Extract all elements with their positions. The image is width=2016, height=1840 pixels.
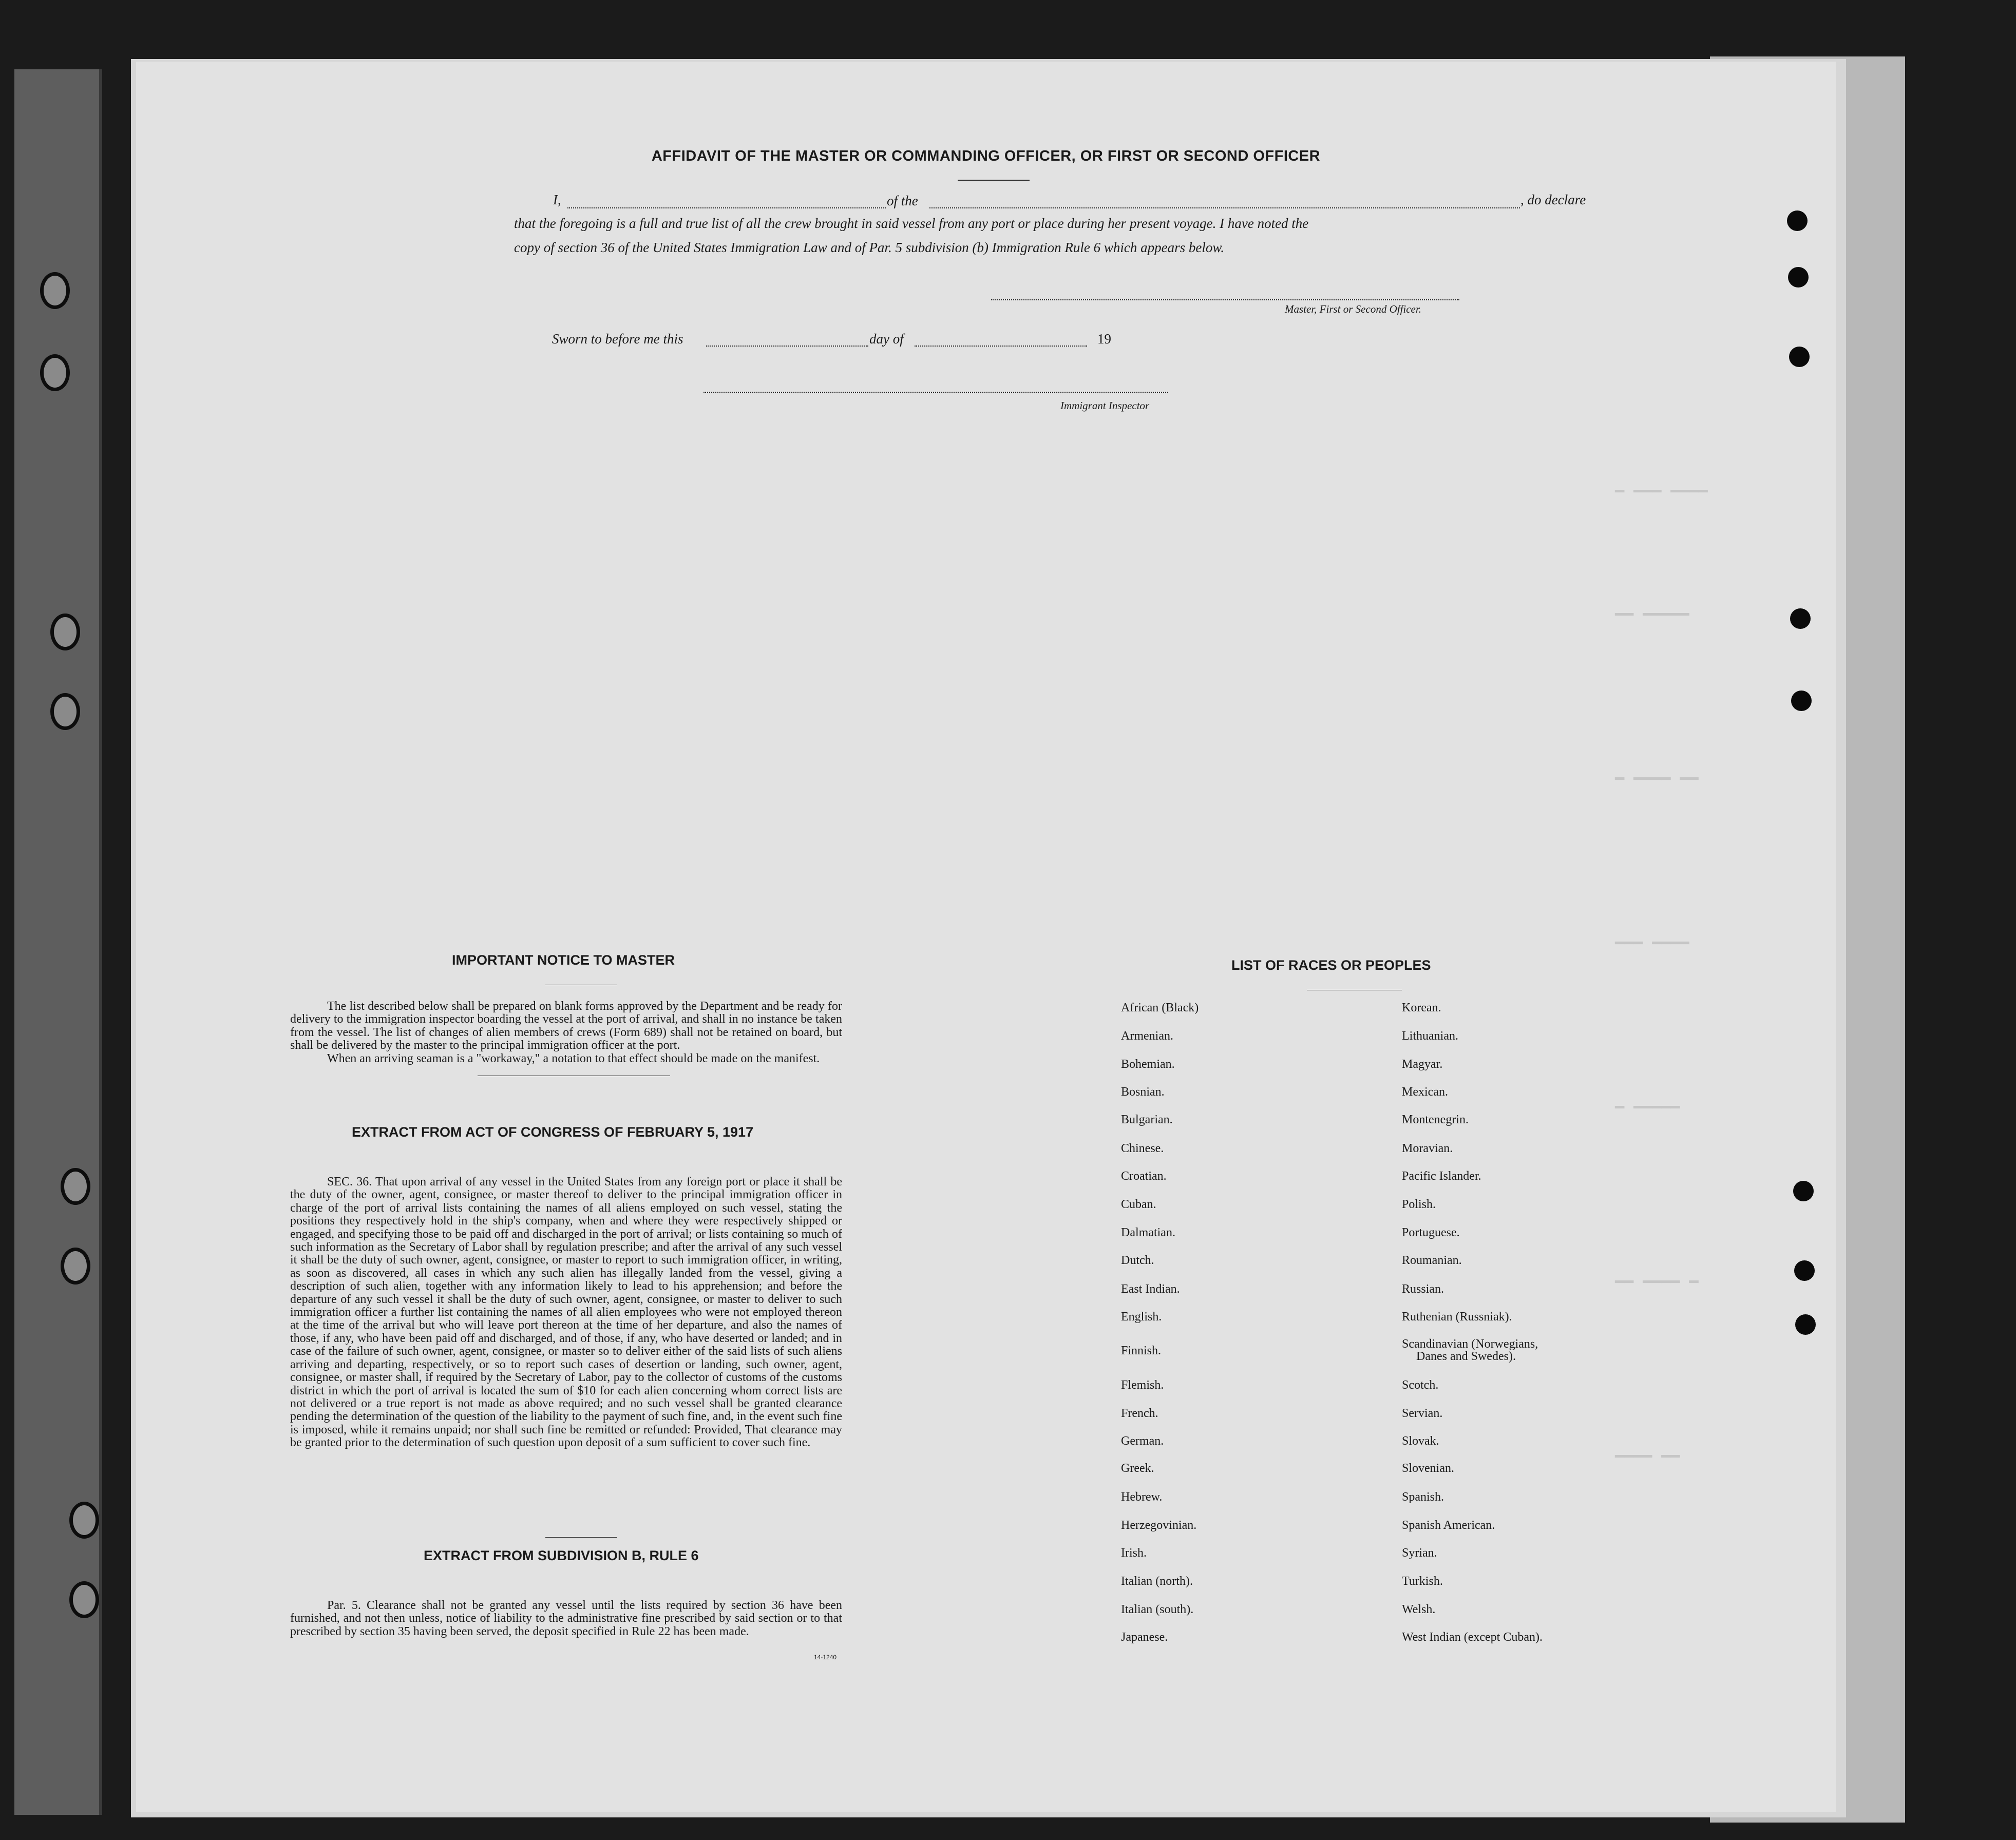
race-item: Ruthenian (Russniak). <box>1402 1310 1512 1324</box>
inspector-signature-field[interactable] <box>703 392 1168 393</box>
race-item: Herzegovinian. <box>1121 1519 1197 1532</box>
race-item: Finnish. <box>1121 1344 1162 1357</box>
extract-rule-body <box>290 1599 842 1638</box>
notice-paragraph: When an arriving seaman is a "workaway," a notation to that effect should be made on the manifest. <box>327 1051 820 1065</box>
race-item: Spanish. <box>1402 1490 1444 1504</box>
race-item: West Indian (except Cuban). <box>1402 1631 1543 1644</box>
races-title: LIST OF RACES OR PEOPLES <box>1231 957 1431 973</box>
race-item: Russian. <box>1402 1282 1444 1296</box>
year-label: 19 <box>1097 331 1111 347</box>
bleed-through: ━━━ ━━━━ <box>1615 936 1689 953</box>
notice-paragraph: The list described below shall be prepared on blank forms approved by the Department and be ready for delivery to the immigration inspector boarding the vessel at the port of arrival, and shall in no instance be taken from the vessel. The list of changes of alien members of crews (Form 689) shall not be retained on board, but shall be delivered by the master to the principal immigration officer at the port. <box>290 1000 842 1052</box>
binder-hole <box>40 272 70 309</box>
inspector-caption: Immigrant Inspector <box>1060 399 1150 412</box>
race-item: Welsh. <box>1402 1603 1436 1616</box>
race-item: Mexican. <box>1402 1085 1448 1099</box>
race-item: Slovak. <box>1402 1434 1439 1448</box>
race-item: Chinese. <box>1121 1142 1164 1155</box>
bleed-through: ━ ━━━━━ <box>1615 1100 1680 1118</box>
race-item: African (Black) <box>1121 1001 1199 1014</box>
extract-rule-title: EXTRACT FROM SUBDIVISION B, RULE 6 <box>424 1548 699 1563</box>
race-item: Turkish. <box>1402 1575 1443 1588</box>
race-item: Montenegrin. <box>1402 1113 1469 1126</box>
binder-hole <box>61 1248 90 1285</box>
manifest-page <box>136 62 1836 1812</box>
notice-body <box>290 1000 842 1065</box>
extract-act-title: EXTRACT FROM ACT OF CONGRESS OF FEBRUARY 5, 1917 <box>352 1124 754 1140</box>
race-item: Polish. <box>1402 1198 1436 1211</box>
punch-hole <box>1795 1314 1816 1335</box>
extract-act-text: SEC. 36. That upon arrival of any vessel in the United States from any foreign port or place it shall be the duty of the owner, agent, consignee, or master thereof to deliver to the principal immigration officer in charge of the port of arrival lists containing the names of all aliens employed on such vessel, stating the positions they respectively hold in the ship's company, when and where they were respectively shipped or engaged, and specifying those to be paid off and discharged in the port of arrival; or lists containing so much of such information as the Secretary of Labor shall by regulation prescribe; and after the arrival of any such vessel it shall be the duty of such owner, agent, consignee, or master to report to such immigration officer, in writing, as soon as discovered, all cases in which any such alien has illegally landed from the vessel, giving a description of such alien, together with any information likely to lead to his apprehension; and before the departure of any such vessel it shall be the duty of such owner, agent, consignee, or master to deliver to such immigration officer a further list containing the names of all alien employees who were not employed thereon at the time of the arrival but who will leave port thereon at the time of her departure, and also the names of those, if any, who have been paid off and discharged, and of those, if any, who have deserted or landed; and in case of the failure of such owner, agent, consignee, or master so to deliver either of the said lists of such aliens arriving and departing, respectively, or so to report such cases of desertion or landing, such owner, agent, consignee, or master shall, if required by the Secretary of Labor, pay to the collector of customs of the customs district in which the port of arrival is located the sum of $10 for each alien concerning whom correct lists are not delivered or a true report is not made as above required; and no such vessel shall be granted clearance pending the determination of the question of the liability to the payment of such fine, and, in the event such fine is imposed, while it remains unpaid; nor shall such fine be remitted or refunded: Provided, That clearance may be granted prior to the determination of such question upon deposit of a sum sufficient to cover such fine. <box>290 1175 842 1450</box>
extract-rule-text: Par. 5. Clearance shall not be granted any vessel until the lists required by section 36 have been furnished, and not then unless, notice of liability to the administrative fine prescribed by said section or to that prescribed by section 35 having been served, the deposit specified in Rule 22 has been made. <box>290 1599 842 1638</box>
punch-hole <box>1787 210 1808 231</box>
race-item: Bulgarian. <box>1121 1113 1173 1126</box>
punch-hole <box>1794 1260 1815 1281</box>
affidavit-of-the: of the <box>887 193 918 208</box>
race-item: Korean. <box>1402 1001 1441 1014</box>
sworn-day-field[interactable] <box>706 346 868 347</box>
affidavit-i: I, <box>553 192 561 207</box>
affidavit-title: AFFIDAVIT OF THE MASTER OR COMMANDING OFFICER, OR FIRST OR SECOND OFFICER <box>651 148 1321 164</box>
race-item: Italian (north). <box>1121 1575 1193 1588</box>
notice-title: IMPORTANT NOTICE TO MASTER <box>452 952 675 968</box>
bleed-through: ━ ━━━ ━━━━ <box>1615 484 1708 502</box>
punch-hole <box>1789 347 1810 367</box>
race-item: German. <box>1121 1434 1164 1448</box>
punch-hole <box>1791 691 1812 711</box>
race-item: Roumanian. <box>1402 1254 1462 1267</box>
race-item: Flemish. <box>1121 1378 1164 1392</box>
race-item: Greek. <box>1121 1462 1154 1475</box>
extract-act-body <box>290 1176 842 1450</box>
bleed-through: ━ ━━━━ ━━ <box>1615 772 1699 789</box>
race-item: Cuban. <box>1121 1198 1156 1211</box>
punch-hole <box>1793 1181 1814 1201</box>
binder-hole <box>61 1168 90 1205</box>
punch-hole <box>1790 608 1811 629</box>
bleed-through: ━━ ━━━━━ <box>1615 607 1689 625</box>
bleed-through: ━━━━ ━━ <box>1615 1449 1680 1467</box>
race-item: Spanish American. <box>1402 1519 1495 1532</box>
race-item: Dalmatian. <box>1121 1226 1175 1239</box>
race-item: Danes and Swedes). <box>1416 1350 1516 1363</box>
sworn-month-field[interactable] <box>915 346 1087 347</box>
affidavit-declare: , do declare <box>1520 192 1586 207</box>
bleed-through: ━━ ━━━━ ━ <box>1615 1275 1699 1292</box>
affidavit-line3: copy of section 36 of the United States Immigration Law and of Par. 5 subdivision (b) Immigration Rule 6 which appears below. <box>514 240 1225 255</box>
race-item: Magyar. <box>1402 1058 1443 1071</box>
race-item: Scotch. <box>1402 1378 1439 1392</box>
day-of-label: day of <box>869 331 904 347</box>
race-item: Moravian. <box>1402 1142 1453 1155</box>
race-item: Lithuanian. <box>1402 1029 1458 1043</box>
race-item: Hebrew. <box>1121 1490 1163 1504</box>
binder-hole <box>40 354 70 391</box>
binder-strip <box>14 69 102 1815</box>
race-item: Bosnian. <box>1121 1085 1165 1099</box>
form-number: 14-1240 <box>814 1654 837 1661</box>
race-item: English. <box>1121 1310 1162 1324</box>
race-item: East Indian. <box>1121 1282 1180 1296</box>
binder-hole <box>50 693 80 730</box>
race-item: Irish. <box>1121 1546 1147 1560</box>
affidavit-line2: that the foregoing is a full and true list of all the crew brought in said vessel from any port or place during her present voyage. I have noted the <box>514 216 1309 231</box>
binder-hole <box>69 1502 99 1539</box>
master-caption: Master, First or Second Officer. <box>1285 303 1421 315</box>
binder-hole <box>50 614 80 650</box>
vessel-field[interactable] <box>929 207 1520 208</box>
title-underline <box>958 180 1030 181</box>
race-item: Italian (south). <box>1121 1603 1194 1616</box>
name-field[interactable] <box>567 207 886 208</box>
race-item: Slovenian. <box>1402 1462 1454 1475</box>
race-item: French. <box>1121 1407 1158 1420</box>
race-item: Bohemian. <box>1121 1058 1175 1071</box>
binder-hole <box>69 1581 99 1618</box>
section-divider <box>545 1537 617 1538</box>
master-signature-field[interactable] <box>991 299 1459 300</box>
race-item: Syrian. <box>1402 1546 1437 1560</box>
race-item: Armenian. <box>1121 1029 1173 1043</box>
sworn-label: Sworn to before me this <box>552 331 683 347</box>
race-item: Dutch. <box>1121 1254 1154 1267</box>
punch-hole <box>1788 267 1809 288</box>
race-item: Portuguese. <box>1402 1226 1460 1239</box>
race-item: Servian. <box>1402 1407 1443 1420</box>
race-item: Scandinavian (Norwegians, <box>1402 1337 1538 1351</box>
race-item: Croatian. <box>1121 1170 1167 1183</box>
race-item: Japanese. <box>1121 1631 1168 1644</box>
race-item: Pacific Islander. <box>1402 1170 1481 1183</box>
